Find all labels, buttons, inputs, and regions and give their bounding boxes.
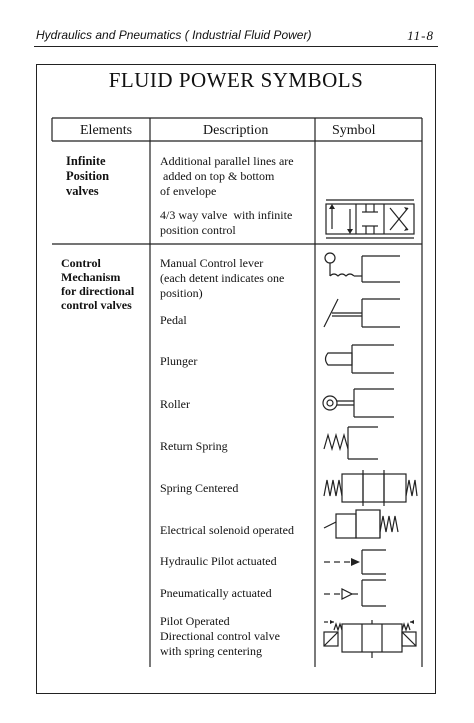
description-pneumatic: Pneumatically actuated <box>160 586 272 600</box>
description-spring-centered: Spring Centered <box>160 481 239 495</box>
pedal-symbol <box>320 293 410 331</box>
return-spring-symbol <box>320 425 410 461</box>
hydraulic-pilot-symbol <box>320 548 410 576</box>
column-header-elements: Elements <box>80 123 133 138</box>
description-return-spring: Return Spring <box>160 439 228 453</box>
pneumatic-pilot-symbol <box>320 578 410 608</box>
description-pedal: Pedal <box>160 313 187 327</box>
description-manual-lever: Manual Control lever (each detent indicates one position) <box>160 256 285 300</box>
page-number: 11-8 <box>407 28 434 43</box>
roller-symbol <box>320 386 410 420</box>
plunger-symbol <box>320 343 410 375</box>
column-header-description: Description <box>203 123 269 138</box>
element-infinite-position-valves: Infinite Position valves <box>66 154 110 198</box>
infinite-position-valve-symbol <box>320 198 418 240</box>
pilot-operated-valve-symbol <box>320 612 418 662</box>
description-plunger: Plunger <box>160 354 198 368</box>
description-solenoid: Electrical solenoid operated <box>160 523 294 537</box>
description-43-way-valve: 4/3 way valve with infinite position control <box>160 208 293 237</box>
element-control-mechanism: Control Mechanism for directional control valves <box>61 256 135 312</box>
description-pilot-operated: Pilot Operated Directional control valve with spring centering <box>160 614 280 658</box>
spring-centered-symbol <box>320 470 418 506</box>
solenoid-symbol <box>320 508 418 542</box>
document-title: FLUID POWER SYMBOLS <box>108 68 364 92</box>
column-header-symbol: Symbol <box>332 123 376 138</box>
description-parallel-lines: Additional parallel lines are added on top & bottom of envelope <box>160 154 294 198</box>
description-roller: Roller <box>160 397 190 411</box>
book-title: Hydraulics and Pneumatics ( Industrial Fluid Power) <box>36 28 312 42</box>
description-hydraulic-pilot: Hydraulic Pilot actuated <box>160 554 277 568</box>
manual-lever-symbol <box>320 250 410 286</box>
